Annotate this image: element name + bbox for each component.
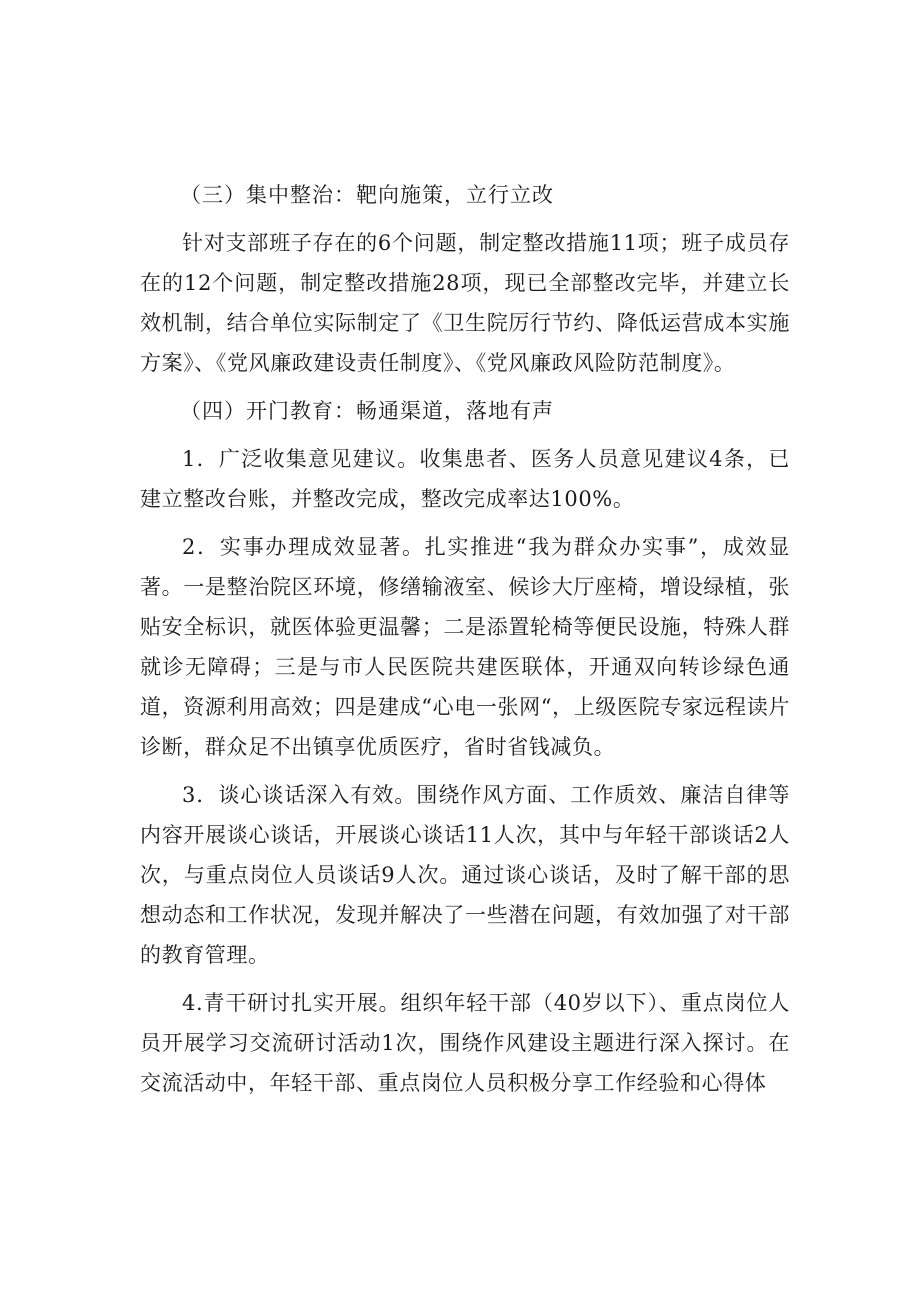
section-4-item-1: 1．广泛收集意见建议。收集患者、医务人员意见建议4条，已建立整改台账，并整改完成，整改完成率达100%。 xyxy=(140,447,790,511)
section-4-item-2: 2．实事办理成效显著。扎实推进“我为群众办实事”，成效显著。一是整治院区环境，修缮输液室、候诊大厅座椅，增设绿植，张贴安全标识，就医体验更温馨；二是添置轮椅等便民设施，特殊人群就诊无障碍；三是与市人民医院共建医联体，开通双向转诊绿色通道，资源利用高效；四是建成“心电一张网“，上级医院专家远程读片诊断，群众足不出镇享优质医疗，省时省钱减负。 xyxy=(140,535,790,759)
section-4-item-4: 4.青干研讨扎实开展。组织年轻干部（40岁以下）、重点岗位人员开展学习交流研讨活动1次，围绕作风建设主题进行深入探讨。在交流活动中，年轻干部、重点岗位人员积极分享工作经验和心得体 xyxy=(140,991,790,1095)
section-3-heading: （三）集中整治：靶向施策，立行立改 xyxy=(180,183,554,207)
section-4-heading: （四）开门教育：畅通渠道，落地有声 xyxy=(180,399,554,423)
document-page xyxy=(140,175,790,1111)
section-3-paragraph: 针对支部班子存在的6个问题，制定整改措施11项；班子成员存在的12个问题，制定整改措施28项，现已全部整改完毕，并建立长效机制，结合单位实际制定了《卫生院厉行节约、降低运营成本实施方案》、《党风廉政建设责任制度》、《党风廉政风险防范制度》。 xyxy=(140,231,790,375)
section-4-item-3: 3．谈心谈话深入有效。围绕作风方面、工作质效、廉洁自律等内容开展谈心谈话，开展谈心谈话11人次，其中与年轻干部谈话2人次，与重点岗位人员谈话9人次。通过谈心谈话，及时了解干部的思想动态和工作状况，发现并解决了一些潜在问题，有效加强了对干部的教育管理。 xyxy=(140,783,790,967)
